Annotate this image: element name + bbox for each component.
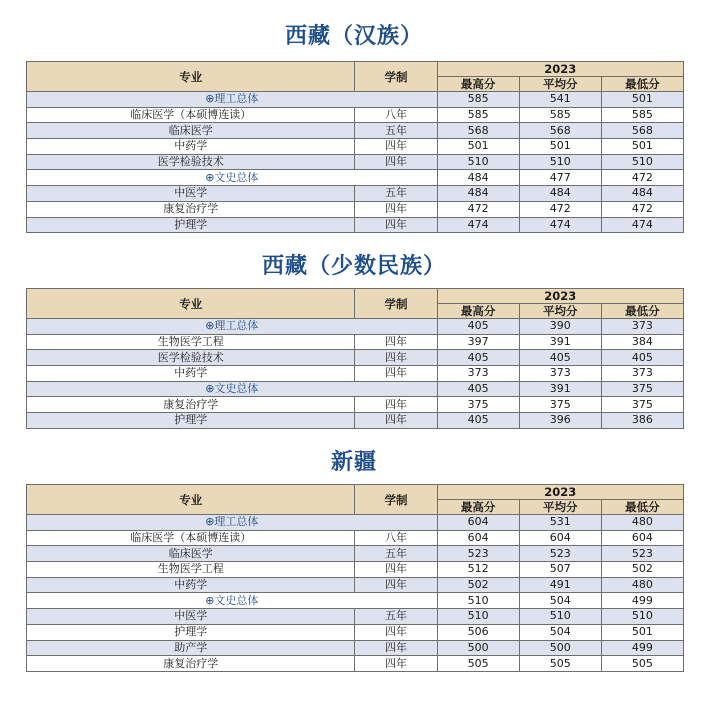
avg-score-cell: 405	[519, 350, 601, 366]
category-row	[27, 515, 684, 531]
length-cell: 四年	[355, 154, 437, 170]
category-label: ⊕理工总体	[27, 92, 438, 108]
max-score-cell: 604	[437, 515, 519, 531]
length-cell: 四年	[355, 334, 437, 350]
length-cell: 四年	[355, 413, 437, 429]
table-row	[27, 107, 684, 123]
max-score-cell: 405	[437, 350, 519, 366]
max-score-cell: 502	[437, 577, 519, 593]
major-cell: 生物医学工程	[27, 562, 355, 578]
min-score-cell: 480	[601, 515, 683, 531]
major-cell: 助产学	[27, 640, 355, 656]
length-cell: 五年	[355, 186, 437, 202]
major-cell: 中药学	[27, 366, 355, 382]
min-score-cell: 501	[601, 139, 683, 155]
avg-score-cell: 568	[519, 123, 601, 139]
max-score-cell: 523	[437, 546, 519, 562]
max-score-cell: 500	[437, 640, 519, 656]
avg-score-cell: 507	[519, 562, 601, 578]
max-score-cell: 505	[437, 656, 519, 672]
table-row	[27, 397, 684, 413]
max-score-cell: 585	[437, 92, 519, 108]
major-cell: 康复治疗学	[27, 201, 355, 217]
category-label: ⊕文史总体	[27, 170, 438, 186]
header-avg: 平均分	[519, 304, 601, 319]
avg-score-cell: 390	[519, 319, 601, 335]
major-cell: 中药学	[27, 139, 355, 155]
min-score-cell: 499	[601, 593, 683, 609]
min-score-cell: 568	[601, 123, 683, 139]
avg-score-cell: 491	[519, 577, 601, 593]
max-score-cell: 375	[437, 397, 519, 413]
length-cell: 四年	[355, 656, 437, 672]
major-cell: 护理学	[27, 624, 355, 640]
category-label: ⊕理工总体	[27, 515, 438, 531]
min-score-cell: 472	[601, 170, 683, 186]
major-cell: 医学检验技术	[27, 350, 355, 366]
header-length: 学制	[355, 62, 437, 92]
header-year: 2023	[437, 62, 683, 77]
category-label: ⊕文史总体	[27, 381, 438, 397]
section-title: 新疆	[330, 450, 377, 475]
min-score-cell: 384	[601, 334, 683, 350]
max-score-cell: 604	[437, 530, 519, 546]
length-cell: 四年	[355, 366, 437, 382]
section-xizang-han	[0, 24, 708, 50]
header-avg: 平均分	[519, 77, 601, 92]
avg-score-cell: 510	[519, 154, 601, 170]
length-cell: 八年	[355, 530, 437, 546]
header-min: 最低分	[601, 304, 683, 319]
length-cell: 四年	[355, 350, 437, 366]
avg-score-cell: 375	[519, 397, 601, 413]
length-cell: 四年	[355, 201, 437, 217]
score-table-xinjiang	[26, 484, 684, 672]
max-score-cell: 510	[437, 154, 519, 170]
length-cell: 四年	[355, 397, 437, 413]
header-avg: 平均分	[519, 500, 601, 515]
min-score-cell: 484	[601, 186, 683, 202]
min-score-cell: 604	[601, 530, 683, 546]
max-score-cell: 405	[437, 381, 519, 397]
table-row	[27, 562, 684, 578]
header-year: 2023	[437, 485, 683, 500]
avg-score-cell: 391	[519, 334, 601, 350]
table-row	[27, 609, 684, 625]
min-score-cell: 373	[601, 319, 683, 335]
avg-score-cell: 373	[519, 366, 601, 382]
major-cell: 中药学	[27, 577, 355, 593]
avg-score-cell: 523	[519, 546, 601, 562]
header-major: 专业	[27, 485, 355, 515]
score-table-xizang-han	[26, 61, 684, 233]
max-score-cell: 405	[437, 319, 519, 335]
max-score-cell: 501	[437, 139, 519, 155]
length-cell: 四年	[355, 577, 437, 593]
major-cell: 医学检验技术	[27, 154, 355, 170]
category-row	[27, 170, 684, 186]
min-score-cell: 405	[601, 350, 683, 366]
avg-score-cell: 504	[519, 593, 601, 609]
header-min: 最低分	[601, 77, 683, 92]
min-score-cell: 472	[601, 201, 683, 217]
min-score-cell: 386	[601, 413, 683, 429]
section-xinjiang	[0, 450, 708, 476]
avg-score-cell: 585	[519, 107, 601, 123]
header-max: 最高分	[437, 500, 519, 515]
min-score-cell: 480	[601, 577, 683, 593]
max-score-cell: 484	[437, 170, 519, 186]
major-cell: 中医学	[27, 609, 355, 625]
table-row	[27, 366, 684, 382]
category-row	[27, 319, 684, 335]
major-cell: 临床医学	[27, 546, 355, 562]
category-label: ⊕理工总体	[27, 319, 438, 335]
header-max: 最高分	[437, 77, 519, 92]
header-major: 专业	[27, 289, 355, 319]
avg-score-cell: 541	[519, 92, 601, 108]
min-score-cell: 375	[601, 381, 683, 397]
max-score-cell: 397	[437, 334, 519, 350]
header-length: 学制	[355, 485, 437, 515]
min-score-cell: 585	[601, 107, 683, 123]
max-score-cell: 484	[437, 186, 519, 202]
length-cell: 四年	[355, 640, 437, 656]
min-score-cell: 474	[601, 217, 683, 233]
section-xizang-minority	[0, 254, 708, 280]
length-cell: 四年	[355, 139, 437, 155]
table-row	[27, 546, 684, 562]
major-cell: 临床医学（本硕博连读）	[27, 107, 355, 123]
avg-score-cell: 474	[519, 217, 601, 233]
major-cell: 生物医学工程	[27, 334, 355, 350]
avg-score-cell: 500	[519, 640, 601, 656]
avg-score-cell: 472	[519, 201, 601, 217]
category-row	[27, 92, 684, 108]
major-cell: 护理学	[27, 413, 355, 429]
table-row	[27, 139, 684, 155]
max-score-cell: 506	[437, 624, 519, 640]
table-row	[27, 413, 684, 429]
table-row	[27, 624, 684, 640]
table-row	[27, 350, 684, 366]
major-cell: 中医学	[27, 186, 355, 202]
avg-score-cell: 484	[519, 186, 601, 202]
min-score-cell: 375	[601, 397, 683, 413]
table-row	[27, 530, 684, 546]
max-score-cell: 510	[437, 593, 519, 609]
table-row	[27, 577, 684, 593]
avg-score-cell: 396	[519, 413, 601, 429]
max-score-cell: 472	[437, 201, 519, 217]
major-cell: 临床医学（本硕博连读）	[27, 530, 355, 546]
category-row	[27, 593, 684, 609]
category-label: ⊕文史总体	[27, 593, 438, 609]
header-major: 专业	[27, 62, 355, 92]
min-score-cell: 499	[601, 640, 683, 656]
major-cell: 康复治疗学	[27, 397, 355, 413]
min-score-cell: 501	[601, 92, 683, 108]
max-score-cell: 373	[437, 366, 519, 382]
table-row	[27, 123, 684, 139]
max-score-cell: 510	[437, 609, 519, 625]
category-row	[27, 381, 684, 397]
max-score-cell: 568	[437, 123, 519, 139]
table-row	[27, 656, 684, 672]
max-score-cell: 474	[437, 217, 519, 233]
header-year: 2023	[437, 289, 683, 304]
min-score-cell: 373	[601, 366, 683, 382]
table-row	[27, 334, 684, 350]
length-cell: 四年	[355, 562, 437, 578]
avg-score-cell: 531	[519, 515, 601, 531]
max-score-cell: 585	[437, 107, 519, 123]
avg-score-cell: 477	[519, 170, 601, 186]
header-max: 最高分	[437, 304, 519, 319]
major-cell: 康复治疗学	[27, 656, 355, 672]
length-cell: 四年	[355, 624, 437, 640]
table-row	[27, 186, 684, 202]
length-cell: 五年	[355, 546, 437, 562]
table-row	[27, 217, 684, 233]
avg-score-cell: 391	[519, 381, 601, 397]
avg-score-cell: 504	[519, 624, 601, 640]
min-score-cell: 501	[601, 624, 683, 640]
major-cell: 临床医学	[27, 123, 355, 139]
score-table-xizang-minority	[26, 288, 684, 429]
length-cell: 四年	[355, 217, 437, 233]
section-title: 西藏（少数民族）	[261, 254, 446, 279]
min-score-cell: 505	[601, 656, 683, 672]
header-length: 学制	[355, 289, 437, 319]
section-title: 西藏（汉族）	[284, 24, 423, 49]
header-min: 最低分	[601, 500, 683, 515]
table-row	[27, 201, 684, 217]
length-cell: 五年	[355, 123, 437, 139]
table-row	[27, 154, 684, 170]
max-score-cell: 512	[437, 562, 519, 578]
avg-score-cell: 505	[519, 656, 601, 672]
major-cell: 护理学	[27, 217, 355, 233]
avg-score-cell: 604	[519, 530, 601, 546]
table-row	[27, 640, 684, 656]
min-score-cell: 510	[601, 609, 683, 625]
min-score-cell: 523	[601, 546, 683, 562]
avg-score-cell: 510	[519, 609, 601, 625]
max-score-cell: 405	[437, 413, 519, 429]
min-score-cell: 510	[601, 154, 683, 170]
length-cell: 五年	[355, 609, 437, 625]
min-score-cell: 502	[601, 562, 683, 578]
avg-score-cell: 501	[519, 139, 601, 155]
length-cell: 八年	[355, 107, 437, 123]
